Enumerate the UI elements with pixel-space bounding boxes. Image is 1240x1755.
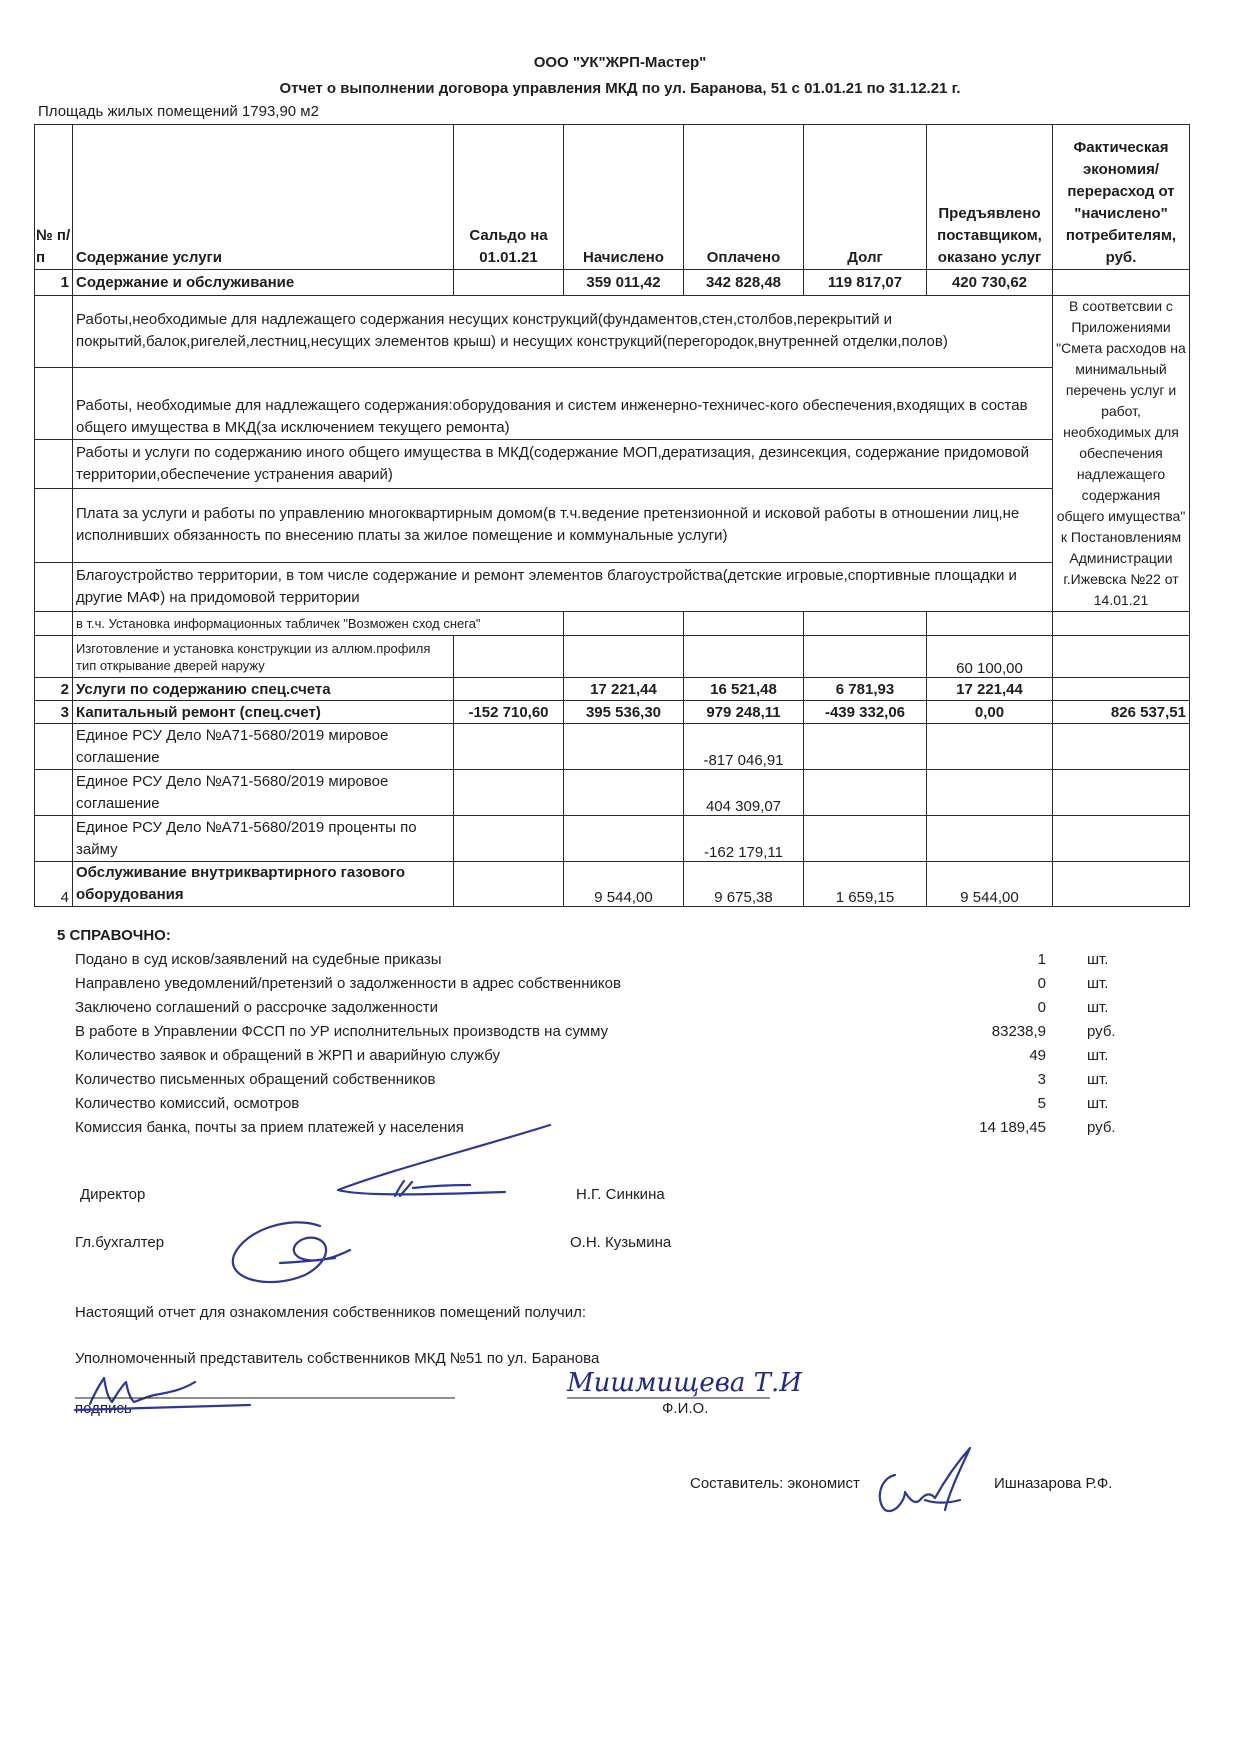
economist-signature	[880, 1448, 970, 1511]
summary-unit: шт.	[1087, 975, 1109, 992]
col-header-debt: Долг	[804, 125, 927, 270]
item-text: в т.ч. Установка информационных табличек "Возможен сход снега"	[73, 612, 564, 636]
item-text: Работы и услуги по содержанию иного общего имущества в МКД(содержание МОП,дератизация, дезинсекция, содержание придомовой территории,обеспечение устранения аварий)	[73, 439, 1053, 488]
handwritten-fio: Мишмищева Т.И	[567, 1368, 802, 1398]
summary-title: СПРАВОЧНО:	[69, 927, 171, 944]
summary-value: 14 189,45	[979, 1119, 1046, 1136]
row-name: Обслуживание внутриквартирного газового оборудования	[73, 862, 454, 907]
summary-value: 0	[1037, 999, 1046, 1016]
row-num: 1	[35, 270, 73, 296]
summary-value: 49	[1029, 1047, 1046, 1064]
col-header-supplier: Предъявлено поставщиком, оказано услуг	[927, 125, 1053, 270]
representative-signature	[75, 1378, 250, 1410]
item-text: Работы, необходимые для надлежащего содержания:оборудования и систем инженерно-техничес-кого обеспечения,входящих в состав общего имущества в МКД(за исключением текущего ремонта)	[73, 367, 1053, 439]
accountant-name: О.Н. Кузьмина	[570, 1234, 672, 1251]
row-paid: -162 179,11	[684, 816, 804, 862]
col-header-accrued: Начислено	[564, 125, 684, 270]
row-debt: 6 781,93	[804, 678, 927, 701]
signature-label: подпись	[75, 1400, 132, 1417]
fio-label: Ф.И.О.	[662, 1400, 709, 1417]
living-area: Площадь жилых помещений 1793,90 м2	[38, 103, 319, 120]
row-debt: -439 332,06	[804, 701, 927, 724]
row-supplier: 420 730,62	[927, 270, 1053, 296]
row-accrued: 395 536,30	[564, 701, 684, 724]
director-title: Директор	[80, 1186, 146, 1203]
regulation-note: В соответсвии с Приложениями "Смета расходов на минимальный перечень услуг и работ, необходимых для обеспечения надлежащего содержания общего имущества" к Постановлениям Администрации г.Ижевска №22 от 14.01.21	[1053, 296, 1190, 612]
director-signature	[338, 1125, 550, 1196]
summary-label: Комиссия банка, почты за прием платежей у населения	[75, 1119, 464, 1136]
row-saldo: -152 710,60	[454, 701, 564, 724]
accountant-signature	[233, 1222, 350, 1282]
summary-value: 1	[1037, 951, 1046, 968]
row-supplier: 9 544,00	[927, 862, 1053, 907]
row-debt: 1 659,15	[804, 862, 927, 907]
row-supplier: 60 100,00	[927, 636, 1053, 678]
row-paid: -817 046,91	[684, 724, 804, 770]
summary-unit: шт.	[1087, 1095, 1109, 1112]
row-supplier: 0,00	[927, 701, 1053, 724]
summary-unit: руб.	[1087, 1023, 1116, 1040]
col-header-economy: Фактическая экономия/перерасход от "начислено" потребителям, руб.	[1053, 125, 1190, 270]
row-economy: 826 537,51	[1053, 701, 1190, 724]
col-header-paid: Оплачено	[684, 125, 804, 270]
row-paid: 979 248,11	[684, 701, 804, 724]
summary-unit: руб.	[1087, 1119, 1116, 1136]
item-text: Изготовление и установка конструкции из аллюм.профиля тип открывание дверей наружу	[73, 636, 454, 678]
summary-label: В работе в Управлении ФССП по УР исполнительных производств на сумму	[75, 1023, 609, 1040]
item-text: Благоустройство территории, в том числе содержание и ремонт элементов благоустройства(детские игровые,спортивные площадки и другие МАФ) на придомовой территории	[73, 562, 1053, 611]
row-num: 2	[35, 678, 73, 701]
report-title: Отчет о выполнении договора управления МКД по ул. Баранова, 51 с 01.01.21 по 31.12.21 г.	[279, 80, 961, 97]
summary-unit: шт.	[1087, 999, 1109, 1016]
summary-value: 0	[1037, 975, 1046, 992]
summary-unit: шт.	[1087, 951, 1109, 968]
row-accrued: 17 221,44	[564, 678, 684, 701]
row-name: Услуги по содержанию спец.счета	[73, 678, 454, 701]
row-accrued: 359 011,42	[564, 270, 684, 296]
item-text: Работы,необходимые для надлежащего содержания несущих конструкций(фундаментов,стен,столбов,перекрытий и покрытий,балок,ригелей,лестниц,несущих элементов крыш) и несущих конструкций(перегородок,внутренней отделки,полов)	[73, 296, 1053, 368]
item-text: Единое РСУ Дело №А71-5680/2019 проценты по займу	[73, 816, 454, 862]
composer-label: Составитель: экономист	[690, 1475, 860, 1492]
summary-value: 83238,9	[991, 1023, 1046, 1040]
summary-label: Направлено уведомлений/претензий о задолженности в адрес собственников	[75, 975, 621, 992]
director-name: Н.Г. Синкина	[576, 1186, 665, 1203]
summary-label: Количество заявок и обращений в ЖРП и аварийную службу	[75, 1047, 500, 1064]
summary-label: Заключено соглашений о рассрочке задолженности	[75, 999, 438, 1016]
summary-label: Количество комиссий, осмотров	[75, 1095, 300, 1112]
summary-label: Количество письменных обращений собственников	[75, 1071, 436, 1088]
row-num: 3	[35, 701, 73, 724]
summary-value: 3	[1037, 1071, 1046, 1088]
summary-num: 5	[57, 927, 66, 944]
row-num: 4	[35, 862, 73, 907]
item-text: Единое РСУ Дело №А71-5680/2019 мировое соглашение	[73, 724, 454, 770]
row-name: Содержание и обслуживание	[73, 270, 454, 296]
row-paid: 404 309,07	[684, 770, 804, 816]
composer-name: Ишназарова Р.Ф.	[994, 1475, 1113, 1492]
representative-text: Уполномоченный представитель собственников МКД №51 по ул. Баранова	[75, 1350, 600, 1367]
row-debt: 119 817,07	[804, 270, 927, 296]
col-header-num: № п/п	[35, 125, 73, 270]
item-text: Плата за услуги и работы по управлению многоквартирным домом(в т.ч.ведение претензионной и исковой работы в отношении лиц,не исполнивших обязанность по внесению платы за жилое помещение и коммунальные услуги)	[73, 488, 1053, 562]
row-paid: 16 521,48	[684, 678, 804, 701]
summary-unit: шт.	[1087, 1047, 1109, 1064]
company-name: ООО "УК"ЖРП-Мастер"	[533, 54, 707, 71]
summary-value: 5	[1037, 1095, 1046, 1112]
row-accrued: 9 544,00	[564, 862, 684, 907]
received-text: Настоящий отчет для ознакомления собственников помещений получил:	[75, 1304, 587, 1321]
summary-unit: шт.	[1087, 1071, 1109, 1088]
row-paid: 9 675,38	[684, 862, 804, 907]
row-name: Капитальный ремонт (спец.счет)	[73, 701, 454, 724]
summary-label: Подано в суд исков/заявлений на судебные приказы	[75, 951, 442, 968]
col-header-service: Содержание услуги	[73, 125, 454, 270]
row-supplier: 17 221,44	[927, 678, 1053, 701]
col-header-saldo: Сальдо на 01.01.21	[454, 125, 564, 270]
item-text: Единое РСУ Дело №А71-5680/2019 мировое соглашение	[73, 770, 454, 816]
row-paid: 342 828,48	[684, 270, 804, 296]
accountant-title: Гл.бухгалтер	[75, 1234, 165, 1251]
